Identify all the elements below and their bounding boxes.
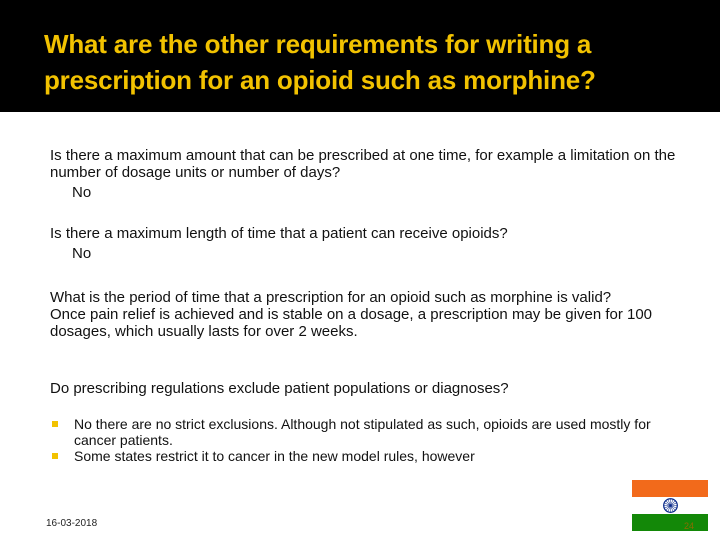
qa-block-2 [50,225,690,262]
title-bar [0,0,720,112]
answer-text: No [72,184,92,201]
list-item [52,448,672,464]
bullet-text: No there are no strict exclusions. Although not stipulated as such, opioids are used mostly for cancer patients. [74,416,651,448]
bullet-square-icon [52,453,58,459]
qa-block-1 [50,147,690,201]
question-text: What is the period of time that a prescription for an opioid such as morphine is valid? [50,289,612,306]
list-item [52,416,672,448]
question-text: Is there a maximum amount that can be prescribed at one time, for example a limitation on the number of dosage units or number of days? [50,147,676,181]
flag-green-stripe [632,514,708,531]
bullet-text: Some states restrict it to cancer in the new model rules, however [74,448,475,464]
page-number: 24 [684,521,695,531]
ashoka-chakra-icon [662,497,679,514]
question-text: Is there a maximum length of time that a patient can receive opioids? [50,225,508,242]
answer-bullet-list [52,416,672,464]
answer-text: No [72,245,92,262]
footer-date: 16-03-2018 [46,518,98,529]
qa-block-4 [50,380,690,397]
answer-text: Once pain relief is achieved and is stable on a dosage, a prescription may be given for 100 dosages, which usually lasts for over 2 weeks. [50,306,653,340]
bullet-square-icon [52,421,58,427]
india-flag-icon [632,480,708,531]
slide-title: What are the other requirements for writing a prescription for an opioid such as morphine? [44,29,596,95]
qa-block-3 [50,289,690,340]
flag-white-stripe [632,497,708,514]
flag-saffron-stripe [632,480,708,497]
question-text: Do prescribing regulations exclude patient populations or diagnoses? [50,380,509,397]
